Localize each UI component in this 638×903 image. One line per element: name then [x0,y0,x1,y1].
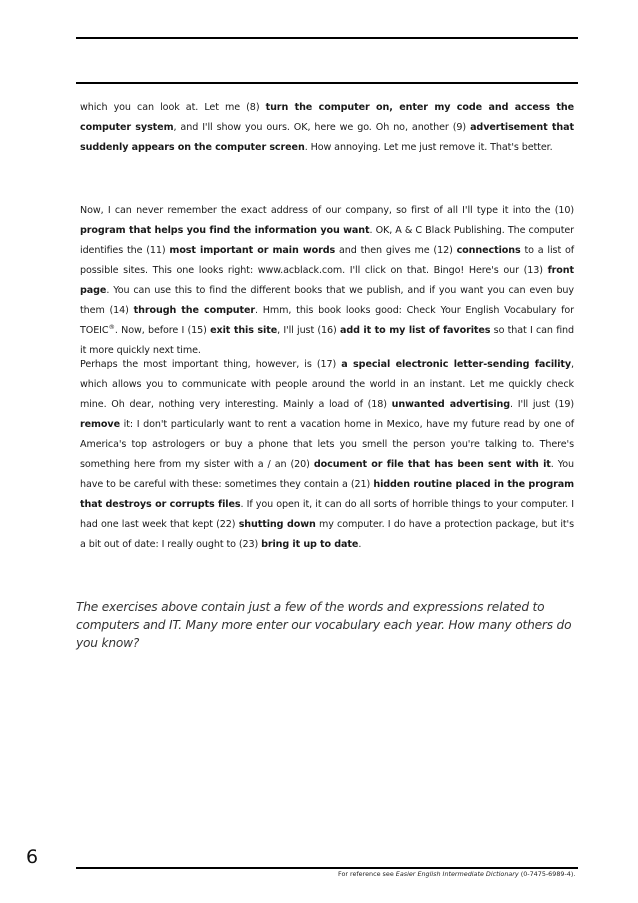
text: . [358,539,362,550]
answer-19: remove [80,419,120,430]
footer-isbn: (0-7475-6989-4). [518,870,576,878]
answer-17: a special electronic letter-sending facility [341,359,572,370]
text: it: I don't particularly want to rent a vacation home in Mexico, have my future read by one of America's top astrologers or buy a phone that lets you smell the person you're talking to. There's something here from my sister with a / an (20) [80,419,574,470]
text: . You can use this to find the different books that we publish, and if you want you can even buy them (14) [80,285,574,316]
text: . How annoying. Let me just remove it. That's better. [304,142,553,153]
text: to a list of possible sites. This one looks right: www.acblack.com. I'll click on that. Bingo! Here's our (13) [80,245,575,276]
footer-reference [338,870,575,878]
top-rule [76,37,578,39]
text: and then gives me (12) [335,245,457,256]
text: so that I can find it more quickly next time. [80,325,575,356]
answer-21: hidden routine placed in the program that destroys or corrupts files [80,479,574,510]
footer-rule [76,867,578,869]
answer-20: document or file that has been sent with it [313,459,551,470]
page-number: 6 [26,846,39,868]
text: my computer. I do have a protection package, but it's a bit out of date: I really ought to (23) [80,519,574,550]
paragraph-2 [80,201,574,361]
answer-14: through the computer [133,305,256,316]
registered-mark: ® [108,322,115,331]
text: , which allows you to communicate with people around the world in an instant. Let me quickly check mine. Oh dear, nothing very interesting. Mainly a load of (18) [80,359,574,410]
answer-12: connections [456,245,521,256]
answer-10: program that helps you find the information you want [80,225,370,236]
text: . Now, before I (15) [114,325,211,336]
answer-23: bring it up to date [261,539,359,550]
answer-18: unwanted advertising [391,399,511,410]
answer-15: exit this site [210,325,278,336]
text: . I'll just (19) [510,399,575,410]
text: . Hmm, this book looks good: Check Your English Vocabulary for TOEIC [80,305,574,336]
answer-16: add it to my list of favorites [339,325,491,336]
paragraph-3 [80,355,574,555]
text: , and I'll show you ours. OK, here we go. Oh no, another (9) [173,122,471,133]
footer-prefix: For reference see [338,870,396,878]
text: Perhaps the most important thing, however, is (17) [80,359,342,370]
text: which you can look at. Let me (8) [80,102,266,113]
footer-dictionary-title: Easier English Intermediate Dictionary [395,870,519,878]
answer-22: shutting down [238,519,316,530]
header-rule [76,82,578,84]
answer-9: advertisement that suddenly appears on the computer screen [80,122,574,153]
paragraph-1 [80,98,574,158]
answer-11: most important or main words [169,245,336,256]
text: , I'll just (16) [277,325,340,336]
answer-13: front page [80,265,574,296]
answer-8: turn the computer on, enter my code and access the computer system [80,102,574,133]
text: . If you open it, it can do all sorts of horrible things to your computer. I had one last week that kept (22) [80,499,574,530]
text: . OK, A & C Black Publishing. The computer identifies the (11) [80,225,574,256]
closing-note: The exercises above contain just a few of the words and expressions related to computers and IT. Many more enter our vocabulary each year. How many others do you know? [76,600,572,650]
text: Now, I can never remember the exact address of our company, so first of all I'll type it into the (10) [80,205,574,216]
text: . You have to be careful with these: sometimes they contain a (21) [80,459,574,490]
